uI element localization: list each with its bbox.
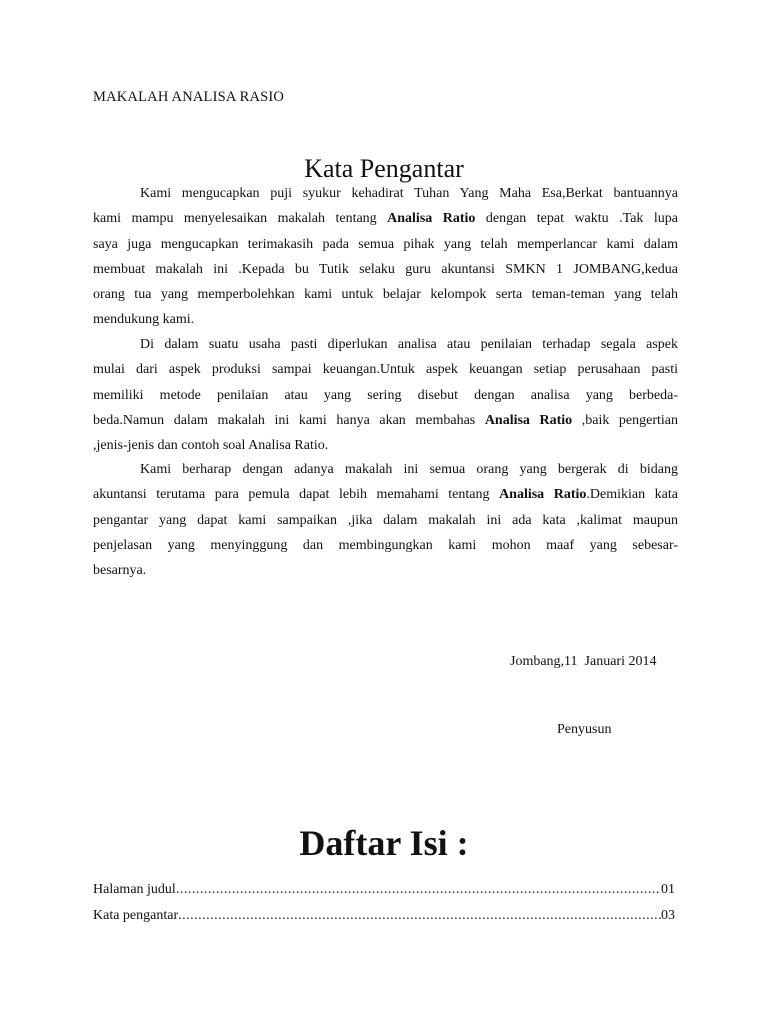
paragraph-line: orang tua yang memperbolehkan kami untuk belajar kelompok serta teman-teman yang telah xyxy=(93,287,678,303)
toc-entry-label: Kata pengantar xyxy=(93,908,179,923)
paragraph-line: Kami mengucapkan puji syukur kehadirat Tuhan Yang Maha Esa,Berkat bantuannya xyxy=(140,186,678,201)
paragraph-line: memiliki metode penilaian atau yang sering disebut dengan analisa yang berbeda- xyxy=(93,387,678,403)
emphasis-analisa-ratio: Analisa Ratio xyxy=(387,211,476,227)
paragraph-line: beda.Namun dalam makalah ini kami hanya akan membahas Analisa Ratio ,baik pengertian xyxy=(93,412,678,428)
toc-entry-page: 03 xyxy=(661,908,675,923)
toc-entry-page: 01 xyxy=(661,882,675,897)
toc-leader-dots xyxy=(176,877,661,903)
paragraph-line: ,jenis-jenis dan contoh soal Analisa Ratio. xyxy=(93,438,329,454)
toc-leader-dots xyxy=(178,903,661,929)
daftar-isi-heading: Daftar Isi : xyxy=(299,823,469,863)
emphasis-analisa-ratio: Analisa Ratio xyxy=(484,412,573,428)
emphasis-analisa-ratio: Analisa Ratio xyxy=(499,487,587,503)
paragraph-line: penjelasan yang menyinggung dan membingungkan kami mohon maaf yang sebesar- xyxy=(93,537,678,553)
paragraph-line: Di dalam suatu usaha pasti diperlukan analisa atau penilaian terhadap segala aspek xyxy=(140,337,678,352)
paragraph-line: mulai dari aspek produksi sampai keuangan.Untuk aspek keuangan setiap perusahaan pasti xyxy=(93,362,678,378)
toc-entry xyxy=(93,877,675,903)
table-of-contents xyxy=(93,877,675,929)
paragraph-line: pengantar yang dapat kami sampaikan ,jika dalam makalah ini ada kata ,kalimat maupun xyxy=(93,512,678,528)
paragraph-line: kami mampu menyelesaikan makalah tentang Analisa Ratio dengan tepat waktu .Tak lupa xyxy=(93,211,678,227)
document-title: MAKALAH ANALISA RASIO xyxy=(93,89,285,105)
paragraph-line: Kami berharap dengan adanya makalah ini semua orang yang bergerak di bidang xyxy=(140,462,678,477)
paragraph-line: besarnya. xyxy=(93,563,147,579)
paragraph-1 xyxy=(93,181,678,333)
toc-entry-label: Halaman judul xyxy=(93,882,176,897)
author-signature: Penyusun xyxy=(557,722,612,737)
paragraph-line: membuat makalah ini .Kepada bu Tutik selaku guru akuntansi SMKN 1 JOMBANG,kedua xyxy=(93,261,678,277)
paragraph-line: mendukung kami. xyxy=(93,312,195,328)
paragraph-2 xyxy=(93,332,678,458)
kata-pengantar-heading: Kata Pengantar xyxy=(304,154,464,183)
paragraph-3 xyxy=(93,457,678,583)
toc-entry xyxy=(93,903,675,929)
paragraph-line: akuntansi terutama para pemula dapat lebih memahami tentang Analisa Ratio.Demikian kata xyxy=(93,487,678,503)
paragraph-line: saya juga mengucapkan terimakasih pada semua pihak yang telah memperlancar kami dalam xyxy=(93,236,678,252)
place-date: Jombang,11 Januari 2014 xyxy=(510,654,657,669)
